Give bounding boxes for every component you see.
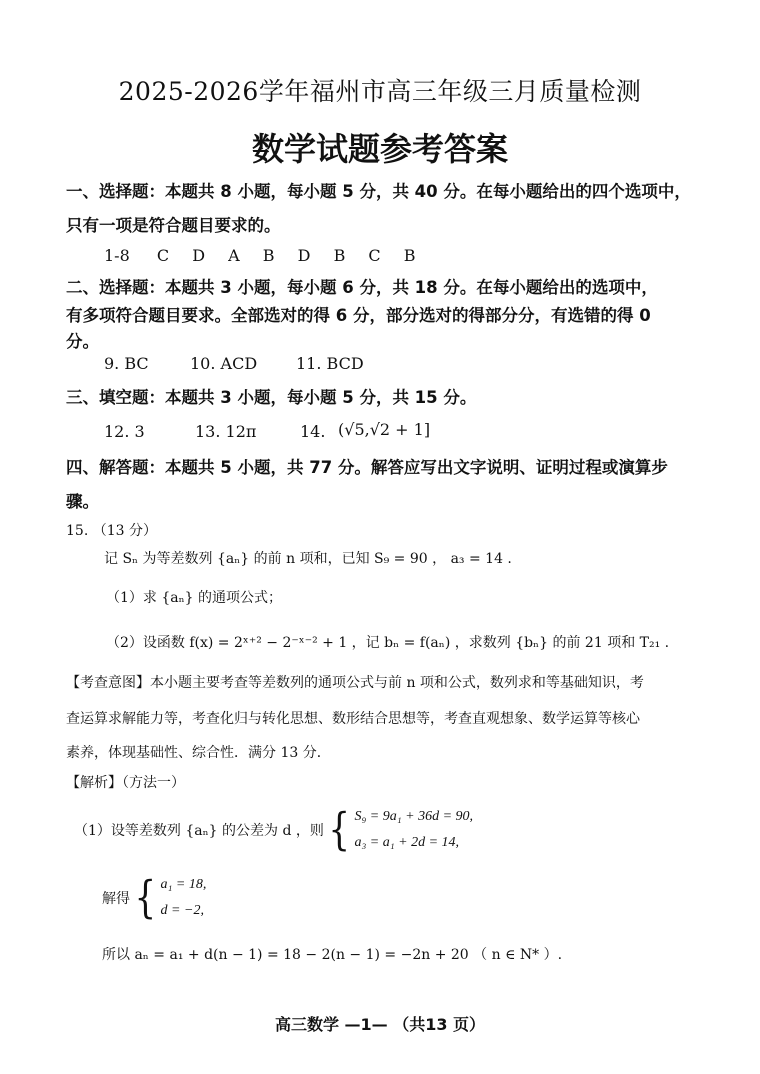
answer-2: D	[192, 246, 206, 265]
answer-8: B	[403, 246, 416, 265]
page-footer: 高三数学 —1— （共13 页）	[274, 1015, 486, 1034]
intent-line1: 【考查意图】本小题主要考查等差数列的通项公式与前 n 项和公式，数列求和等基础知识，考	[66, 675, 644, 691]
section1-heading-line2: 只有一项是符合题目要求的。	[66, 216, 281, 235]
solution-intro: （1）设等差数列 {aₙ} 的公差为 d ，则	[74, 823, 324, 839]
section3-heading: 三、填空题：本题共 3 小题，每小题 5 分，共 15 分。	[66, 388, 477, 407]
section2-answer-10: 10. ACD	[190, 354, 258, 373]
section4-heading-line2: 骤。	[66, 492, 99, 511]
answer-5: D	[297, 246, 311, 265]
equation-system-1	[354, 804, 473, 856]
section2-heading-line1: 二、选择题：本题共 3 小题，每小题 6 分，共 18 分。在每小题给出的选项中，	[66, 278, 658, 297]
page-subtitle: 数学试题参考答案	[251, 130, 508, 168]
solution-system-1	[74, 804, 473, 856]
equation-a1: a₁ = 18,	[160, 877, 207, 892]
section1-answer-row	[104, 246, 416, 265]
left-brace-icon: {	[134, 872, 157, 924]
section2-answer-9: 9. BC	[104, 354, 149, 373]
section3-answer-12: 12. 3	[104, 422, 145, 441]
analysis-heading: 【解析】（方法一）	[66, 775, 185, 791]
problem15-statement: 记 Sₙ 为等差数列 {aₙ} 的前 n 项和，已知 S₉ = 90 ， a₃ = 14 .	[104, 551, 512, 567]
equation-d: d = −2,	[160, 903, 204, 918]
section1-heading-line1: 一、选择题：本题共 8 小题，每小题 5 分，共 40 分。在每小题给出的四个选项中，	[66, 182, 691, 201]
section3-answer-14-value: (√5,√2 + 1]	[338, 420, 431, 439]
intent-line2: 查运算求解能力等，考查化归与转化思想、数形结合思想等，考查直观想象、数学运算等核心	[66, 711, 640, 727]
equation-a3: a₃ = a₁ + 2d = 14,	[354, 835, 460, 850]
section2-heading-line3: 分。	[66, 332, 99, 351]
section2-answer-11: 11. BCD	[296, 354, 364, 373]
answer-6: B	[333, 246, 346, 265]
section4-heading-line1: 四、解答题：本题共 5 小题，共 77 分。解答应写出文字说明、证明过程或演算步	[66, 458, 668, 477]
equation-system-2	[161, 872, 207, 924]
solve-label: 解得	[102, 891, 130, 907]
problem15-part2: （2）设函数 f(x) = 2ˣ⁺² − 2⁻ˣ⁻² + 1 ，记 bₙ = f(aₙ) ，求数列 {bₙ} 的前 21 项和 T₂₁ .	[106, 635, 670, 651]
problem15-header: 15. （13 分）	[66, 523, 157, 539]
solution-conclusion: 所以 aₙ = a₁ + d(n − 1) = 18 − 2(n − 1) = −2n + 20 （ n ∈ N* ）.	[102, 947, 563, 963]
answer-3: A	[228, 246, 240, 265]
intent-line3: 素养，体现基础性、综合性．满分 13 分．	[66, 745, 331, 761]
answer-4: B	[262, 246, 275, 265]
answer-1: C	[156, 246, 170, 265]
answer-7: C	[368, 246, 381, 265]
page-title: 2025-2026学年福州市高三年级三月质量检测	[118, 77, 642, 106]
section2-heading-line2: 有多项符合题目要求。全部选对的得 6 分，部分选对的得部分分，有选错的得 0	[66, 306, 651, 325]
problem15-part1: （1）求 {aₙ} 的通项公式；	[106, 590, 283, 606]
left-brace-icon: {	[328, 804, 350, 856]
equation-s9: S₉ = 9a₁ + 36d = 90,	[354, 809, 474, 824]
section1-range: 1-8	[104, 246, 130, 265]
section3-answer-14-label: 14.	[300, 422, 326, 441]
solution-system-2	[102, 872, 206, 924]
section3-answer-13: 13. 12π	[195, 422, 257, 441]
